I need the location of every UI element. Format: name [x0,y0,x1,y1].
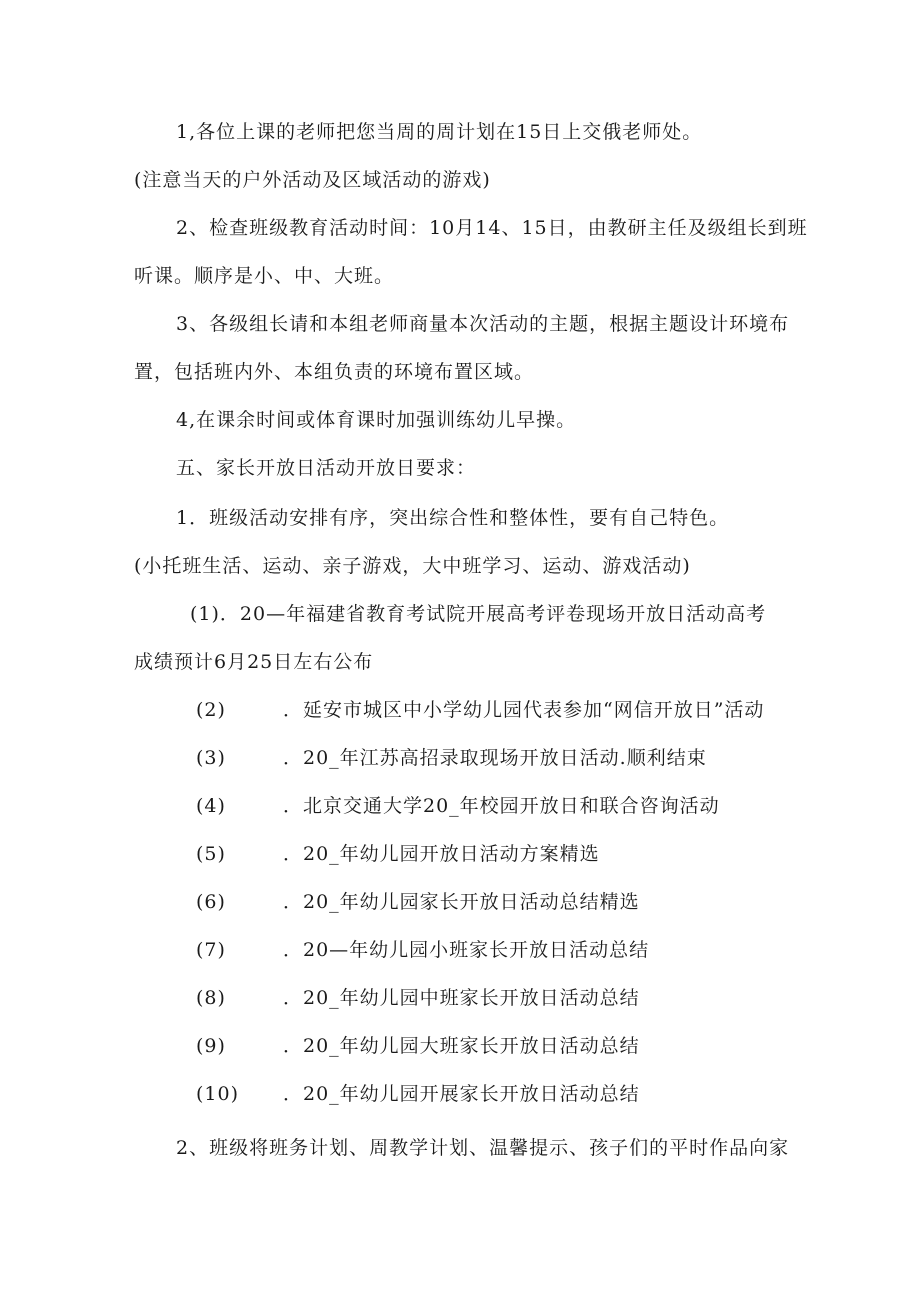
item-2-line-1: 2、班级将班务计划、周教学计划、温馨提示、孩子们的平时作品向家 [176,1137,790,1159]
item-1-line-2: (小托班生活、运动、亲子游戏，大中班学习、运动、游戏活动) [134,555,691,577]
list-item-1-line-2: 成绩预计6月25日左右公布 [134,651,374,673]
list-item-number: (3) [196,747,226,769]
list-item-number: (9) [196,1035,226,1057]
paragraph-2-line-1: 2、检查班级教育活动时间：10月14、15日，由教研主任及级组长到班 [176,217,808,239]
paragraph-2-line-2: 听课。顺序是小、中、大班。 [134,265,395,287]
list-item-text: ．20_年幼儿园家长开放日活动总结精选 [283,891,640,913]
section-5-heading: 五、家长开放日活动开放日要求： [176,457,477,479]
list-item-text: ．20_年幼儿园大班家长开放日活动总结 [283,1035,640,1057]
list-item-text: ．20—年幼儿园小班家长开放日活动总结 [283,939,650,961]
list-item-text: ．20_年江苏高招录取现场开放日活动.顺利结束 [283,747,707,769]
list-item-number: (7) [196,939,226,961]
list-item-number: (6) [196,891,226,913]
paragraph-3-line-2: 置，包括班内外、本组负责的环境布置区域。 [134,361,535,383]
list-item-text: ．延安市城区中小学幼儿园代表参加“网信开放日”活动 [283,699,765,721]
list-item-number: (5) [196,843,226,865]
list-item-number: (2) [196,699,226,721]
list-item-1-line-1: (1)．20—年福建省教育考试院开展高考评卷现场开放日活动高考 [190,603,767,625]
list-item-text: ．20_年幼儿园开放日活动方案精选 [283,843,600,865]
paragraph-1-line-1: 1,各位上课的老师把您当周的周计划在15日上交俄老师处。 [176,121,703,143]
list-item-text: ．20_年幼儿园中班家长开放日活动总结 [283,987,640,1009]
list-item-number: (4) [196,795,226,817]
paragraph-1-line-2: (注意当天的户外活动及区域活动的游戏) [134,169,491,191]
paragraph-3-line-1: 3、各级组长请和本组老师商量本次活动的主题，根据主题设计环境布 [176,313,790,335]
list-item-number: (8) [196,987,226,1009]
item-1-line-1: 1．班级活动安排有序，突出综合性和整体性，要有自己特色。 [176,507,730,529]
list-item-text: ．北京交通大学20_年校园开放日和联合咨询活动 [283,795,720,817]
list-item-number: (10) [196,1083,240,1105]
list-item-text: ．20_年幼儿园开展家长开放日活动总结 [283,1083,640,1105]
paragraph-4: 4,在课余时间或体育课时加强训练幼儿早操。 [176,409,577,431]
